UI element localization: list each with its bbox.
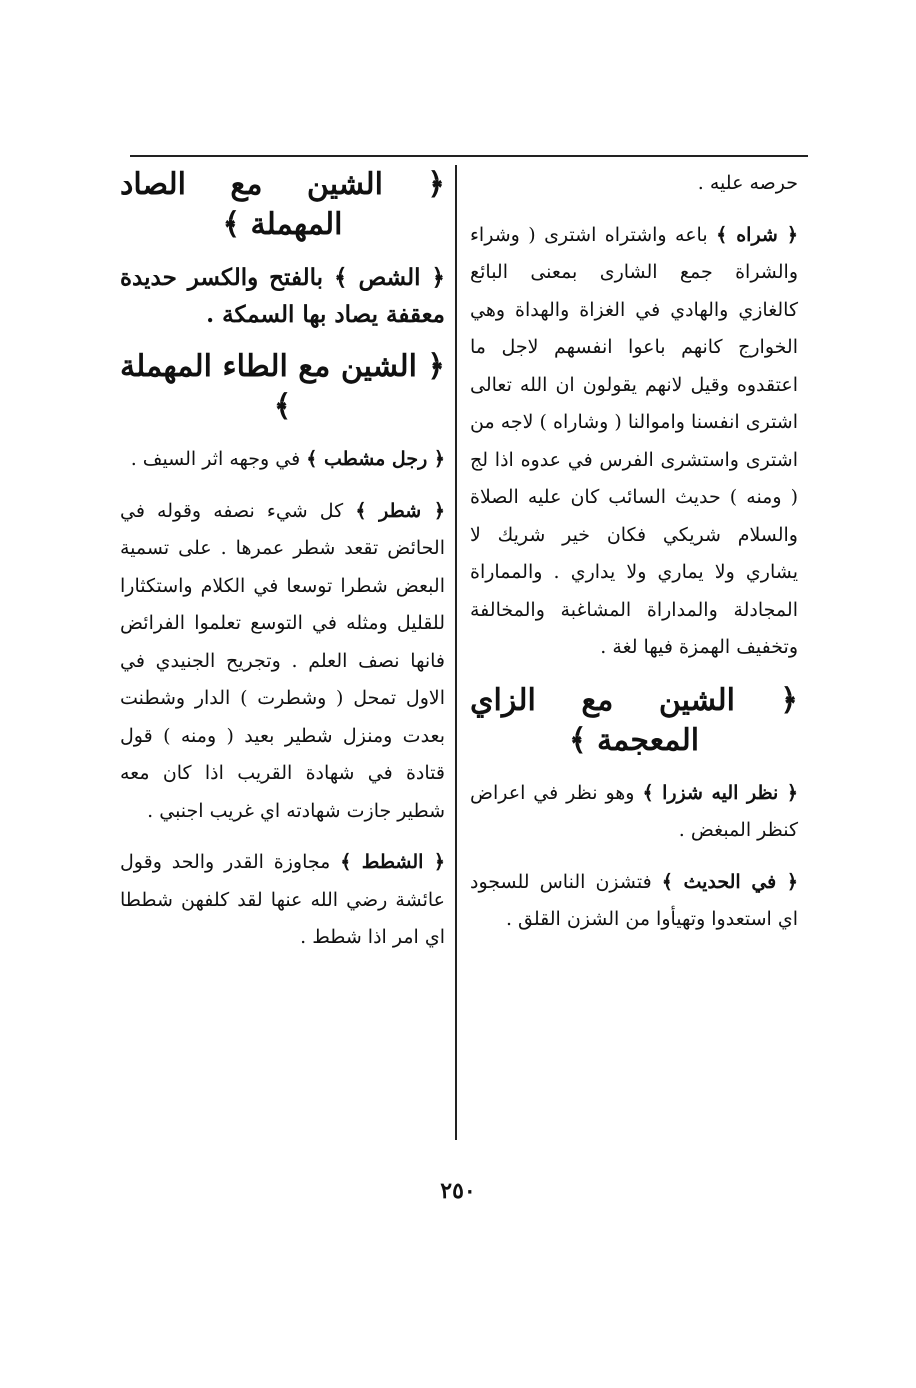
top-rule [130, 155, 808, 157]
entry-shazran [470, 775, 798, 850]
entry-head: ﴿ في الحديث ﴾ [661, 870, 798, 893]
entry-mushatab [120, 441, 445, 479]
section-heading-zay: ﴿ الشين مع الزاي المعجمة ﴾ [470, 682, 798, 758]
entry-head: ﴿ نظر اليه شزرا ﴾ [642, 781, 798, 804]
entry-shatr [120, 493, 445, 831]
entry-shas: ﴿ الشص ﴾ بالفتح والكسر حديدة معقفة يصاد بها السمكة . [120, 264, 445, 328]
entry-body: في وجهه اثر السيف . [130, 448, 301, 470]
entry-body: فتشزن الناس للسجود اي استعدوا وتهيأوا من الشزن القلق . [470, 870, 798, 930]
entry-body: مجاوزة القدر والحد وقول عائشة رضي الله عنها لقد كلفهن شططا اي امر اذا شطط . [120, 851, 445, 948]
entry-shatat [120, 844, 445, 957]
entry-head: ﴿ شراه ﴾ [716, 223, 798, 246]
entry-head: ﴿ شطر ﴾ [355, 499, 445, 522]
entry-head: ﴿ الشطط ﴾ [340, 851, 445, 873]
entry-hadith [470, 864, 798, 939]
page-number: ٢٥٠ [440, 1178, 476, 1204]
entry-body: وهو نظر في اعراض كنظر المبغض . [470, 781, 798, 841]
section-heading-sad: ﴿ الشين مع الصاد المهملة ﴾ [120, 167, 445, 242]
entry-body: كل شيء نصفه وقوله في الحائض تقعد شطر عمرها . على تسمية البعض شطرا توسعا في الكلام واستكثارا للقليل ومثله في التوسع تعلموا الفرائض فانها نصف العلم . وتجريح الجنيدي في الاول تمحل ( وشطرت ) الدار وشطنت بعدت ومنزل شطير بعيد ( ومنه ) قول قتادة في شهادة القريب اذا كان معه شطير جازت شهادته اي غريب اجنبي . [120, 499, 445, 822]
entry-shirah [470, 217, 798, 667]
continuation-text: حرصه عليه . [697, 172, 798, 194]
column-divider [455, 165, 457, 1140]
left-column [120, 165, 445, 971]
entry-body: باعه واشتراه اشترى ( وشراء والشراة جمع الشاری بمعنی البائع كالغازي والهادي في الغزاة والهداة وهي الخوارج كانهم باعوا انفسهم لاجل ما اعتقدوه وقيل لانهم يقولون ان الله تعالى اشترى انفسنا واموالنا ( وشاراه ) لاجه من اشترى واستشرى الفرس في عدوه اذا لج ( ومنه ) حديث السائب كان عليه الصلاة والسلام شريكي فكان خير شريك لا يشاري ولا يماري ولا يداري . والمماراة المجادلة والمداراة المشاغبة والمخالفة وتخفيف الهمزة فيها لغة . [470, 223, 798, 658]
section-heading-ta: ﴿ الشين مع الطاء المهملة ﴾ [120, 349, 445, 424]
entry-head: ﴿ رجل مشطب ﴾ [306, 448, 445, 470]
right-column [470, 165, 798, 953]
